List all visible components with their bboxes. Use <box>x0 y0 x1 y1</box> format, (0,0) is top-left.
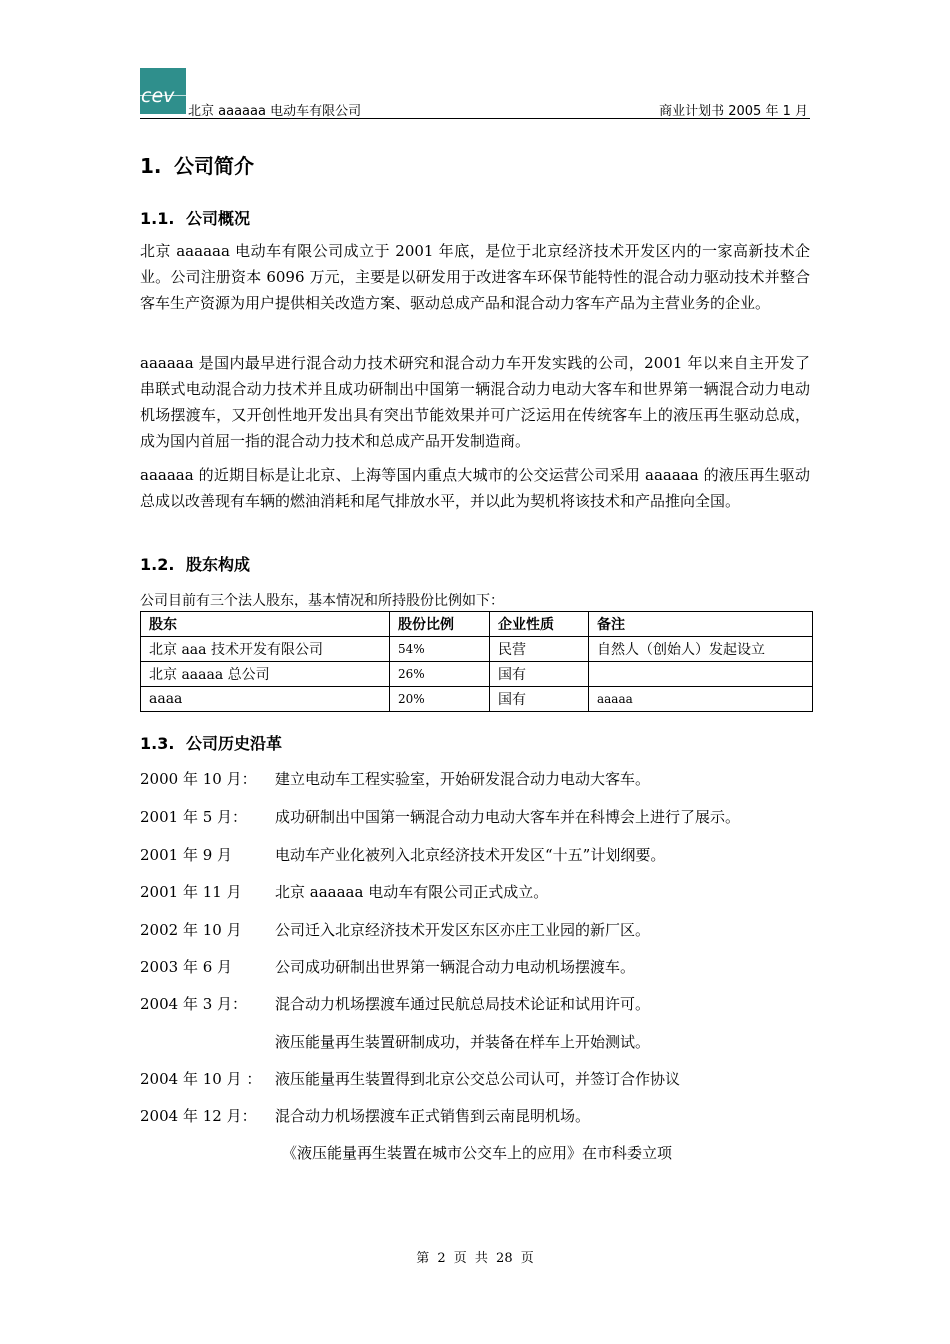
overview-paragraph-3: aaaaaa 的近期目标是让北京、上海等国内重点大城市的公交运营公司采用 aaaaaa 的液压再生驱动总成以改善现有车辆的燃油消耗和尾气排放水平，并以此为契机将该技术和产品推向全国。 <box>140 466 810 510</box>
holder-cell: aaaa <box>141 687 390 712</box>
subsection-number: 1.1. <box>140 209 175 228</box>
shareholder-table <box>140 611 813 712</box>
subsection-heading-1-2 <box>140 552 250 575</box>
column-header: 企业性质 <box>490 612 589 637</box>
header-company: 北京 aaaaaa 电动车有限公司 <box>188 104 362 119</box>
table-row <box>141 687 813 712</box>
nature-cell: 国有 <box>490 662 589 687</box>
history-event: 北京 aaaaaa 电动车有限公司正式成立。 <box>275 883 549 901</box>
header-divider <box>140 118 810 119</box>
subsection-title: 公司历史沿革 <box>186 734 283 753</box>
overview-paragraph-2: aaaaaa 是国内最早进行混合动力技术研究和混合动力车开发实践的公司，2001 年以来自主开发了串联式电动混合动力技术并且成功研制出中国第一辆混合动力电动大客车和世界第一辆混合动力电动机场摆渡车，又开创性地开发出具有突出节能效果并可广泛运用在传统客车上的液压再生驱动总成，成为国内首屈一指的混合动力技术和总成产品开发制造商。 <box>140 354 810 450</box>
history-date: 2001 年 5 月： <box>140 808 248 826</box>
header-doc-info: 商业计划书 2005 年 1 月 <box>659 104 808 119</box>
share-cell: 20% <box>390 687 490 712</box>
section-number: 1. <box>140 154 162 178</box>
subsection-title: 股东构成 <box>186 555 251 574</box>
shareholder-intro: 公司目前有三个法人股东，基本情况和所持股份比例如下： <box>140 593 504 609</box>
history-event: 混合动力机场摆渡车通过民航总局技术论证和试用许可。 <box>275 995 651 1013</box>
history-event: 建立电动车工程实验室，开始研发混合动力电动大客车。 <box>275 770 651 788</box>
section-heading-1 <box>140 150 254 179</box>
subsection-number: 1.3. <box>140 734 175 753</box>
subsection-heading-1-1 <box>140 206 250 229</box>
table-row <box>141 637 813 662</box>
history-date: 2004 年 12 月： <box>140 1107 257 1125</box>
page-number: 第 2 页 共 28 页 <box>416 1251 534 1266</box>
history-date: 2001 年 9 月 <box>140 846 233 864</box>
holder-cell: 北京 aaa 技术开发有限公司 <box>141 637 390 662</box>
share-cell: 26% <box>390 662 490 687</box>
column-header: 股东 <box>141 612 390 637</box>
history-date: 2004 年 10 月 ： <box>140 1070 262 1088</box>
history-event: 公司迁入北京经济技术开发区东区亦庄工业园的新厂区。 <box>275 921 651 939</box>
subsection-title: 公司概况 <box>186 209 251 228</box>
share-cell: 54% <box>390 637 490 662</box>
nature-cell: 国有 <box>490 687 589 712</box>
history-event: 混合动力机场摆渡车正式销售到云南昆明机场。 <box>275 1107 591 1125</box>
overview-paragraph-1: 北京 aaaaaa 电动车有限公司成立于 2001 年底，是位于北京经济技术开发区内的一家高新技术企业。公司注册资本 6096 万元，主要是以研发用于改进客车环保节能特性的混合动力驱动技术并整合客车生产资源为用户提供相关改造方案、驱动总成产品和混合动力客车产品为主营业务的企业。 <box>140 242 810 312</box>
table-header-row <box>141 612 813 637</box>
subsection-number: 1.2. <box>140 555 175 574</box>
subsection-heading-1-3 <box>140 731 282 754</box>
history-event: 液压能量再生装置研制成功，并装备在样车上开始测试。 <box>275 1033 651 1051</box>
history-extra-note: 《液压能量再生装置在城市公交车上的应用》在市科委立项 <box>282 1144 673 1162</box>
cev-logo-icon <box>140 68 186 114</box>
logo-text: cev <box>141 85 175 107</box>
history-date: 2002 年 10 月 <box>140 921 242 939</box>
history-event: 液压能量再生装置得到北京公交总公司认可，并签订合作协议 <box>275 1070 681 1088</box>
company-logo <box>140 68 186 114</box>
history-event: 公司成功研制出世界第一辆混合动力电动机场摆渡车。 <box>275 958 636 976</box>
history-date: 2003 年 6 月 <box>140 958 233 976</box>
note-cell: 自然人（创始人）发起设立 <box>589 637 813 662</box>
history-date: 2000 年 10 月： <box>140 770 257 788</box>
note-cell: aaaaa <box>589 687 813 712</box>
history-date: 2001 年 11 月 <box>140 883 242 901</box>
column-header: 备注 <box>589 612 813 637</box>
history-event: 成功研制出中国第一辆混合动力电动大客车并在科博会上进行了展示。 <box>275 808 741 826</box>
history-event: 电动车产业化被列入北京经济技术开发区“十五”计划纲要。 <box>275 846 666 864</box>
note-cell <box>589 662 813 687</box>
history-date: 2004 年 3 月： <box>140 995 248 1013</box>
section-title: 公司简介 <box>174 154 254 178</box>
table-row <box>141 662 813 687</box>
column-header: 股份比例 <box>390 612 490 637</box>
nature-cell: 民营 <box>490 637 589 662</box>
holder-cell: 北京 aaaaa 总公司 <box>141 662 390 687</box>
